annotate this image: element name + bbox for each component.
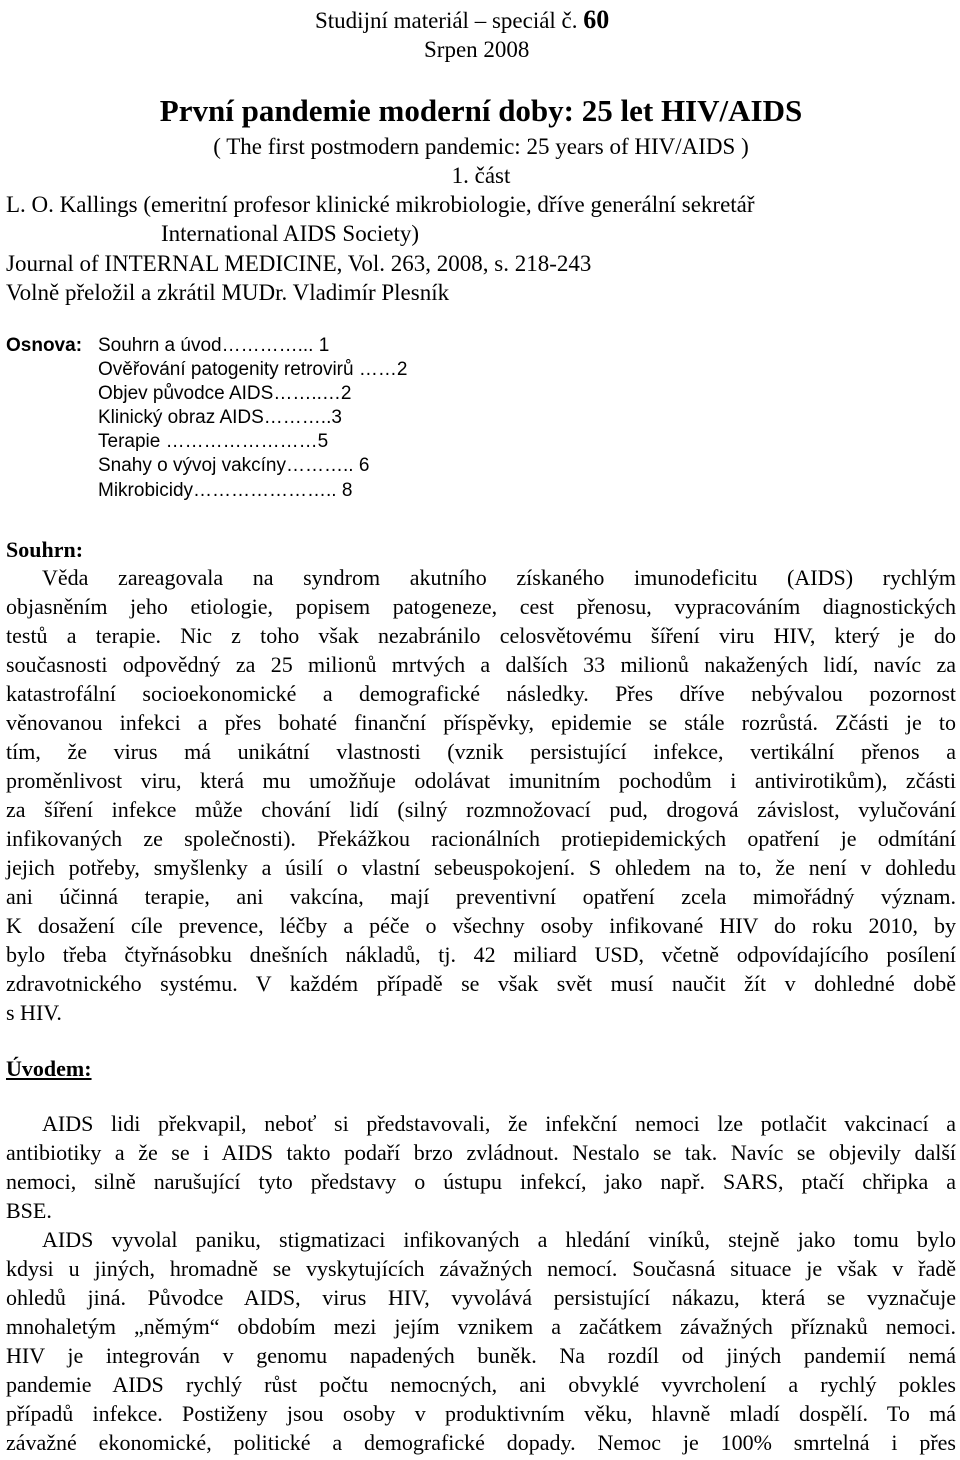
intro-line: BSE.	[6, 1198, 52, 1223]
summary-line: bylo třeba čtyřnásobku dnešních nákladů, tj. 42 miliard USD, včetně odpovídajícího posílení	[6, 942, 956, 967]
document-part: 1. část	[451, 163, 511, 188]
toc-item: Klinický obraz AIDS………..3	[98, 407, 342, 428]
toc-item: Snahy o vývoj vakcíny……….. 6	[98, 455, 370, 476]
study-material-prefix: Studijní materiál – speciál č.	[315, 8, 578, 33]
toc-item: Objev původce AIDS……..…2	[98, 383, 352, 404]
toc-label: Osnova:	[6, 335, 83, 356]
summary-line: proměnlivost viru, která mu umožňuje odolávat imunitním pochodům i antivirotikům), zčásti	[6, 768, 956, 793]
summary-line: s HIV.	[6, 1000, 62, 1025]
summary-line: ani účinná terapie, ani vakcína, mají preventivní opatření zcela mimořádný význam.	[6, 884, 956, 909]
intro-line: antibiotiky a že se i AIDS takto podaří brzo zvládnout. Nestalo se tak. Navíc se objevily další	[6, 1140, 956, 1165]
author-line: L. O. Kallings (emeritní profesor klinické mikrobiologie, dříve generální sekretář	[6, 192, 755, 217]
author-affiliation: International AIDS Society)	[161, 221, 420, 246]
summary-line: věnovanou infekci a přes bohaté finanční příspěvky, epidemie se stále rozrůstá. Zčásti je to	[6, 710, 956, 735]
toc-item: Mikrobicidy………………….. 8	[98, 480, 353, 501]
summary-line: jejich potřeby, smyšlenky a úsilí o vlastní sebeuspokojení. S ohledem na to, že není v dohledu	[6, 855, 956, 880]
toc-item: Terapie ……………………5	[98, 431, 329, 452]
summary-line: Věda zareagovala na syndrom akutního získaného imunodeficitu (AIDS) rychlým	[42, 565, 956, 590]
summary-line: testů a terapie. Nic z toho však nezabránilo celosvětovému šíření viru HIV, který je do	[6, 623, 956, 648]
intro-line: AIDS vyvolal paniku, stigmatizaci infikovaných a hledání viníků, stejně jako tomu bylo	[42, 1227, 956, 1252]
summary-line: zdravotnického systému. V každém případě se však svět musí naučit žít v dohledné době	[6, 971, 956, 996]
study-material-line	[315, 6, 609, 35]
summary-line: za šíření infekce může chování lidí (silný rozmnožovací pud, drogová závislost, vylučování	[6, 797, 956, 822]
summary-heading: Souhrn:	[6, 537, 84, 562]
toc-item: Souhrn a úvod…………... 1	[98, 335, 330, 356]
document-title: První pandemie moderní doby: 25 let HIV/AIDS	[159, 93, 803, 128]
journal-citation: Journal of INTERNAL MEDICINE, Vol. 263, 2008, s. 218-243	[6, 251, 592, 276]
intro-line: mnohaletým „němým“ obdobím mezi jejím vznikem a začátkem závažných příznaků nemoci.	[6, 1314, 956, 1339]
translator-line: Volně přeložil a zkrátil MUDr. Vladimír Plesník	[6, 280, 450, 305]
intro-line: pandemie AIDS rychlý růst počtu nemocných, ani obvyklé vyvrcholení a rychlý pokles	[6, 1372, 956, 1397]
summary-line: katastrofální socioekonomické a demografické následky. Přes dříve nebývalou pozornost	[6, 681, 956, 706]
date: Srpen 2008	[424, 37, 530, 62]
study-material-number: 60	[583, 5, 610, 34]
intro-line: ohledů jiná. Původce AIDS, virus HIV, vyvolává persistující nákazu, která se vyznačuje	[6, 1285, 956, 1310]
toc-item: Ověřování patogenity retrovirů ……2	[98, 359, 408, 380]
intro-line: případů infekce. Postiženy jsou osoby v produktivním věku, hlavně mladí dospělí. To má	[6, 1401, 956, 1426]
summary-line: infikovaných ze společnosti). Překážkou racionálních protiepidemických opatření je odmítání	[6, 826, 956, 851]
document-subtitle: ( The first postmodern pandemic: 25 years of HIV/AIDS )	[213, 134, 749, 159]
summary-line: současnosti odpovědný za 25 milionů mrtvých a dalších 33 milionů nakažených lidí, navíc za	[6, 652, 956, 677]
intro-line: HIV je integrován v genomu napadených buněk. Na rozdíl od jiných pandemií nemá	[6, 1343, 956, 1368]
intro-line: závažné ekonomické, politické a demografické dopady. Nemoc je 100% smrtelná i přes	[6, 1430, 956, 1455]
summary-line: objasněním jeho etiologie, popisem patogeneze, cest přenosu, vypracováním diagnostických	[6, 594, 956, 619]
summary-line: tím, že virus má unikátní vlastnosti (vznik persistující infekce, vertikální přenos a	[6, 739, 956, 764]
intro-heading: Úvodem:	[6, 1056, 92, 1081]
summary-line: K dosažení cíle prevence, léčby a péče o všechny osoby infikované HIV do roku 2010, by	[6, 913, 956, 938]
intro-line: kdysi u jiných, hromadně se vyskytujících závažných nemocí. Současná situace je však v řadě	[6, 1256, 956, 1281]
intro-line: nemoci, silně narušující tyto představy o ústupu infekcí, jako např. SARS, ptačí chřipka a	[6, 1169, 956, 1194]
intro-line: AIDS lidi překvapil, neboť si představovali, že infekční nemoci lze potlačit vakcinací a	[42, 1111, 956, 1136]
